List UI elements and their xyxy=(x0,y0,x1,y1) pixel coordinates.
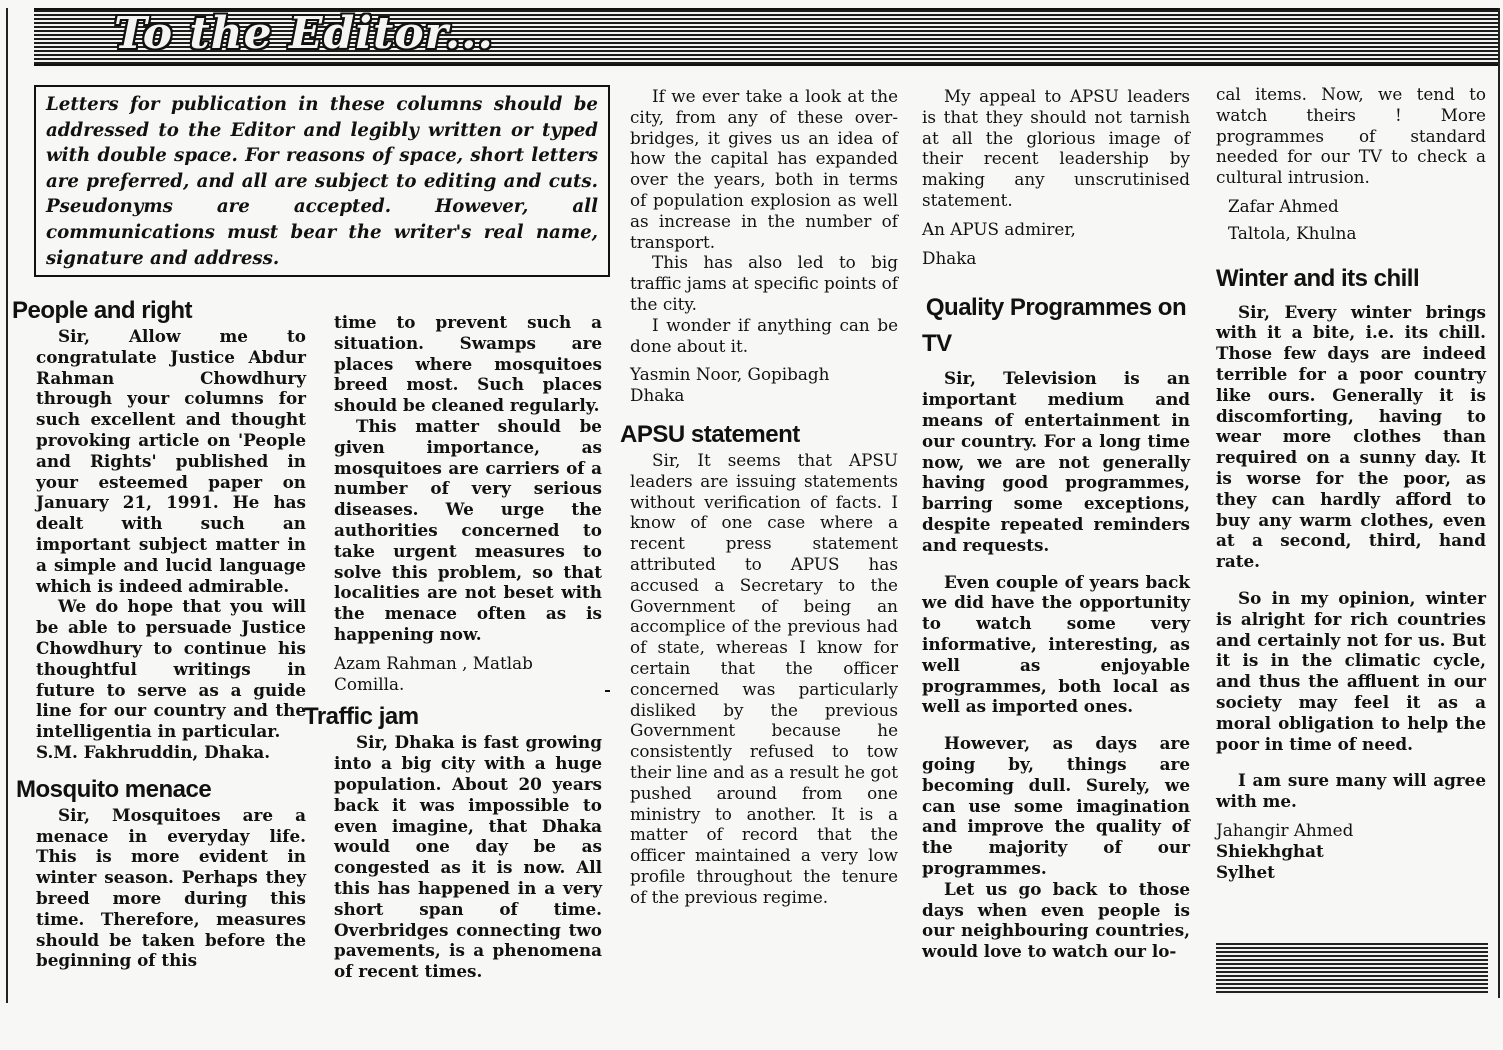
letter-body: Sir, Mosquitoes are a menace in everyday life. This is more evident in winter season. Perhaps they breed more during this time. Therefore, measures should be taken before the beginning of this xyxy=(36,804,306,971)
letter-body: This has also led to big traffic jams at specific points of the city. xyxy=(630,252,898,314)
heading-traffic-jam: Traffic jam xyxy=(304,703,419,731)
column-1 xyxy=(12,296,306,971)
signature-name: Yasmin Noor, Gopibagh xyxy=(630,364,830,385)
letter-body: Sir, Television is an important medium and means of entertainment in our country. For a long time now, we are not generally having good programmes, barring some exceptions, despite repeated reminders and requests. xyxy=(922,368,1190,555)
signature-place: Comilla. xyxy=(334,673,405,694)
signature-place: Taltola, Khulna xyxy=(1228,222,1357,243)
letter-body: My appeal to APSU leaders is that they should not tarnish at all the glorious image of their recent leadership by making any unscrutinised statement. xyxy=(922,86,1190,210)
letter-body: However, as days are going by, things are becoming dull. Surely, we can use some imagination and improve the quality of the majority of our programmes. xyxy=(922,733,1190,878)
signature-line: Shiekhghat xyxy=(1216,840,1324,861)
letter-signature: S.M. Fakhruddin, Dhaka. xyxy=(36,741,271,762)
column-3 xyxy=(620,86,898,907)
letter-body: I wonder if anything can be done about it. xyxy=(630,314,898,356)
print-mark xyxy=(605,690,610,692)
masthead-title: To the Editor... xyxy=(114,8,494,59)
letter-body: cal items. Now, we tend to watch theirs ! More programmes of standard needed for our TV to check a cultural intrusion. xyxy=(1216,84,1486,188)
signature-name: An APUS admirer, xyxy=(922,218,1076,239)
signature-name: Jahangir Ahmed xyxy=(1216,819,1354,840)
letter-body: We do hope that you will be able to persuade Justice Chowdhury to continue his thoughtful writings in future to serve as a guide line for our country and the intelligentia in particular. xyxy=(36,596,306,742)
letter-body: Let us go back to those days when even people is our neighbouring countries, would love to watch our lo- xyxy=(922,878,1190,962)
letter-body: time to prevent such a situation. Swamps are places where mosquitoes breed most. Such places should be cleaned regularly. xyxy=(334,312,602,416)
letter-body: Sir, Allow me to congratulate Justice Abdur Rahman Chowdhury through your columns for such excellent and thought provoking article on 'People and Rights' published in your esteemed paper on January 21, 1991. He has dealt with such an important subject matter in a simple and lucid language which is indeed admirable. xyxy=(36,326,306,596)
column-2 xyxy=(304,312,602,982)
letter-body: If we ever take a look at the city, from any of these over-bridges, it gives us an idea of how the capital has expanded over the years, both in terms of population explosion as well as increase in the number of transport. xyxy=(630,86,898,252)
letter-body: Sir, It seems that APSU leaders are issuing statements without verification of facts. I know of one case where a recent press statement attributed to APUS has accused a Secretary to the Government of being an accomplice of the previous had of state, whereas I know for certain that the officer concerned was particularly disliked by the previous Government because he consistently refused to tow their line and as a result he got pushed around from one ministry to another. It is a matter of record that the officer maintained a very low profile throughout the tenure of the previous regime. xyxy=(630,449,898,907)
column-4 xyxy=(922,86,1190,962)
signature-name: Azam Rahman , Matlab xyxy=(334,652,533,673)
letter-body: I am sure many will agree with me. xyxy=(1216,770,1486,812)
heading-apsu-statement: APSU statement xyxy=(620,420,800,448)
letter-body: So in my opinion, winter is alright for rich countries and certainly not for us. But it is in the climatic cycle, and thus the affluent in our society may feel it as a moral obligation to help the poor in time of need. xyxy=(1216,587,1486,754)
signature-place: Sylhet xyxy=(1216,861,1275,882)
letter-body: Sir, Every winter brings with it a bite, i.e. its chill. Those few days are indeed terrible for a poor country like ours. Generally it is discomforting, having to wear more clothes than required on a sunny day. It is worse for the poor, as they can hardly afford to buy any warm clothes, even at a second, third, hand rate. xyxy=(1216,301,1486,572)
footer-pattern xyxy=(1216,943,1488,995)
letter-body: This matter should be given importance, as mosquitoes are carriers of a number of very serious diseases. We urge the authorities concerned to take urgent measures to solve this problem, so that localities are not beset with the menace often as is happening now. xyxy=(334,415,602,644)
column-5 xyxy=(1216,84,1486,882)
letter-body: Sir, Dhaka is fast growing into a big city with a huge population. About 20 years back it was impossible to even imagine, that Dhaka would one day be as congested as it is now. All this has happened in a very short span of time. Overbridges connecting two pavements, is a phenomena of recent times. xyxy=(334,732,602,982)
submission-notice: Letters for publication in these columns should be addressed to the Editor and legibly written or typed with double space. For reasons of space, short letters are preferred, and all are subject to editing and cuts. Pseudonyms are accepted. However, all communications must bear the writer's real name, signature and address. xyxy=(34,85,610,277)
signature-name: Zafar Ahmed xyxy=(1228,195,1339,216)
heading-mosquito-menace: Mosquito menace xyxy=(16,775,212,803)
heading-winter-and-its-chill: Winter and its chill xyxy=(1216,264,1420,292)
heading-people-and-right: People and right xyxy=(12,297,193,324)
right-rule xyxy=(1498,8,1500,998)
signature-place: Dhaka xyxy=(922,247,977,268)
letter-body: Even couple of years back we did have the opportunity to watch some very informative, interesting, as well as enjoyable programmes, both local as well as imported ones. xyxy=(922,571,1190,717)
signature-place: Dhaka xyxy=(630,385,685,406)
left-rule xyxy=(6,8,8,1003)
masthead-banner xyxy=(34,8,1498,66)
heading-quality-programmes: Quality Programmes on TV xyxy=(922,294,1187,358)
